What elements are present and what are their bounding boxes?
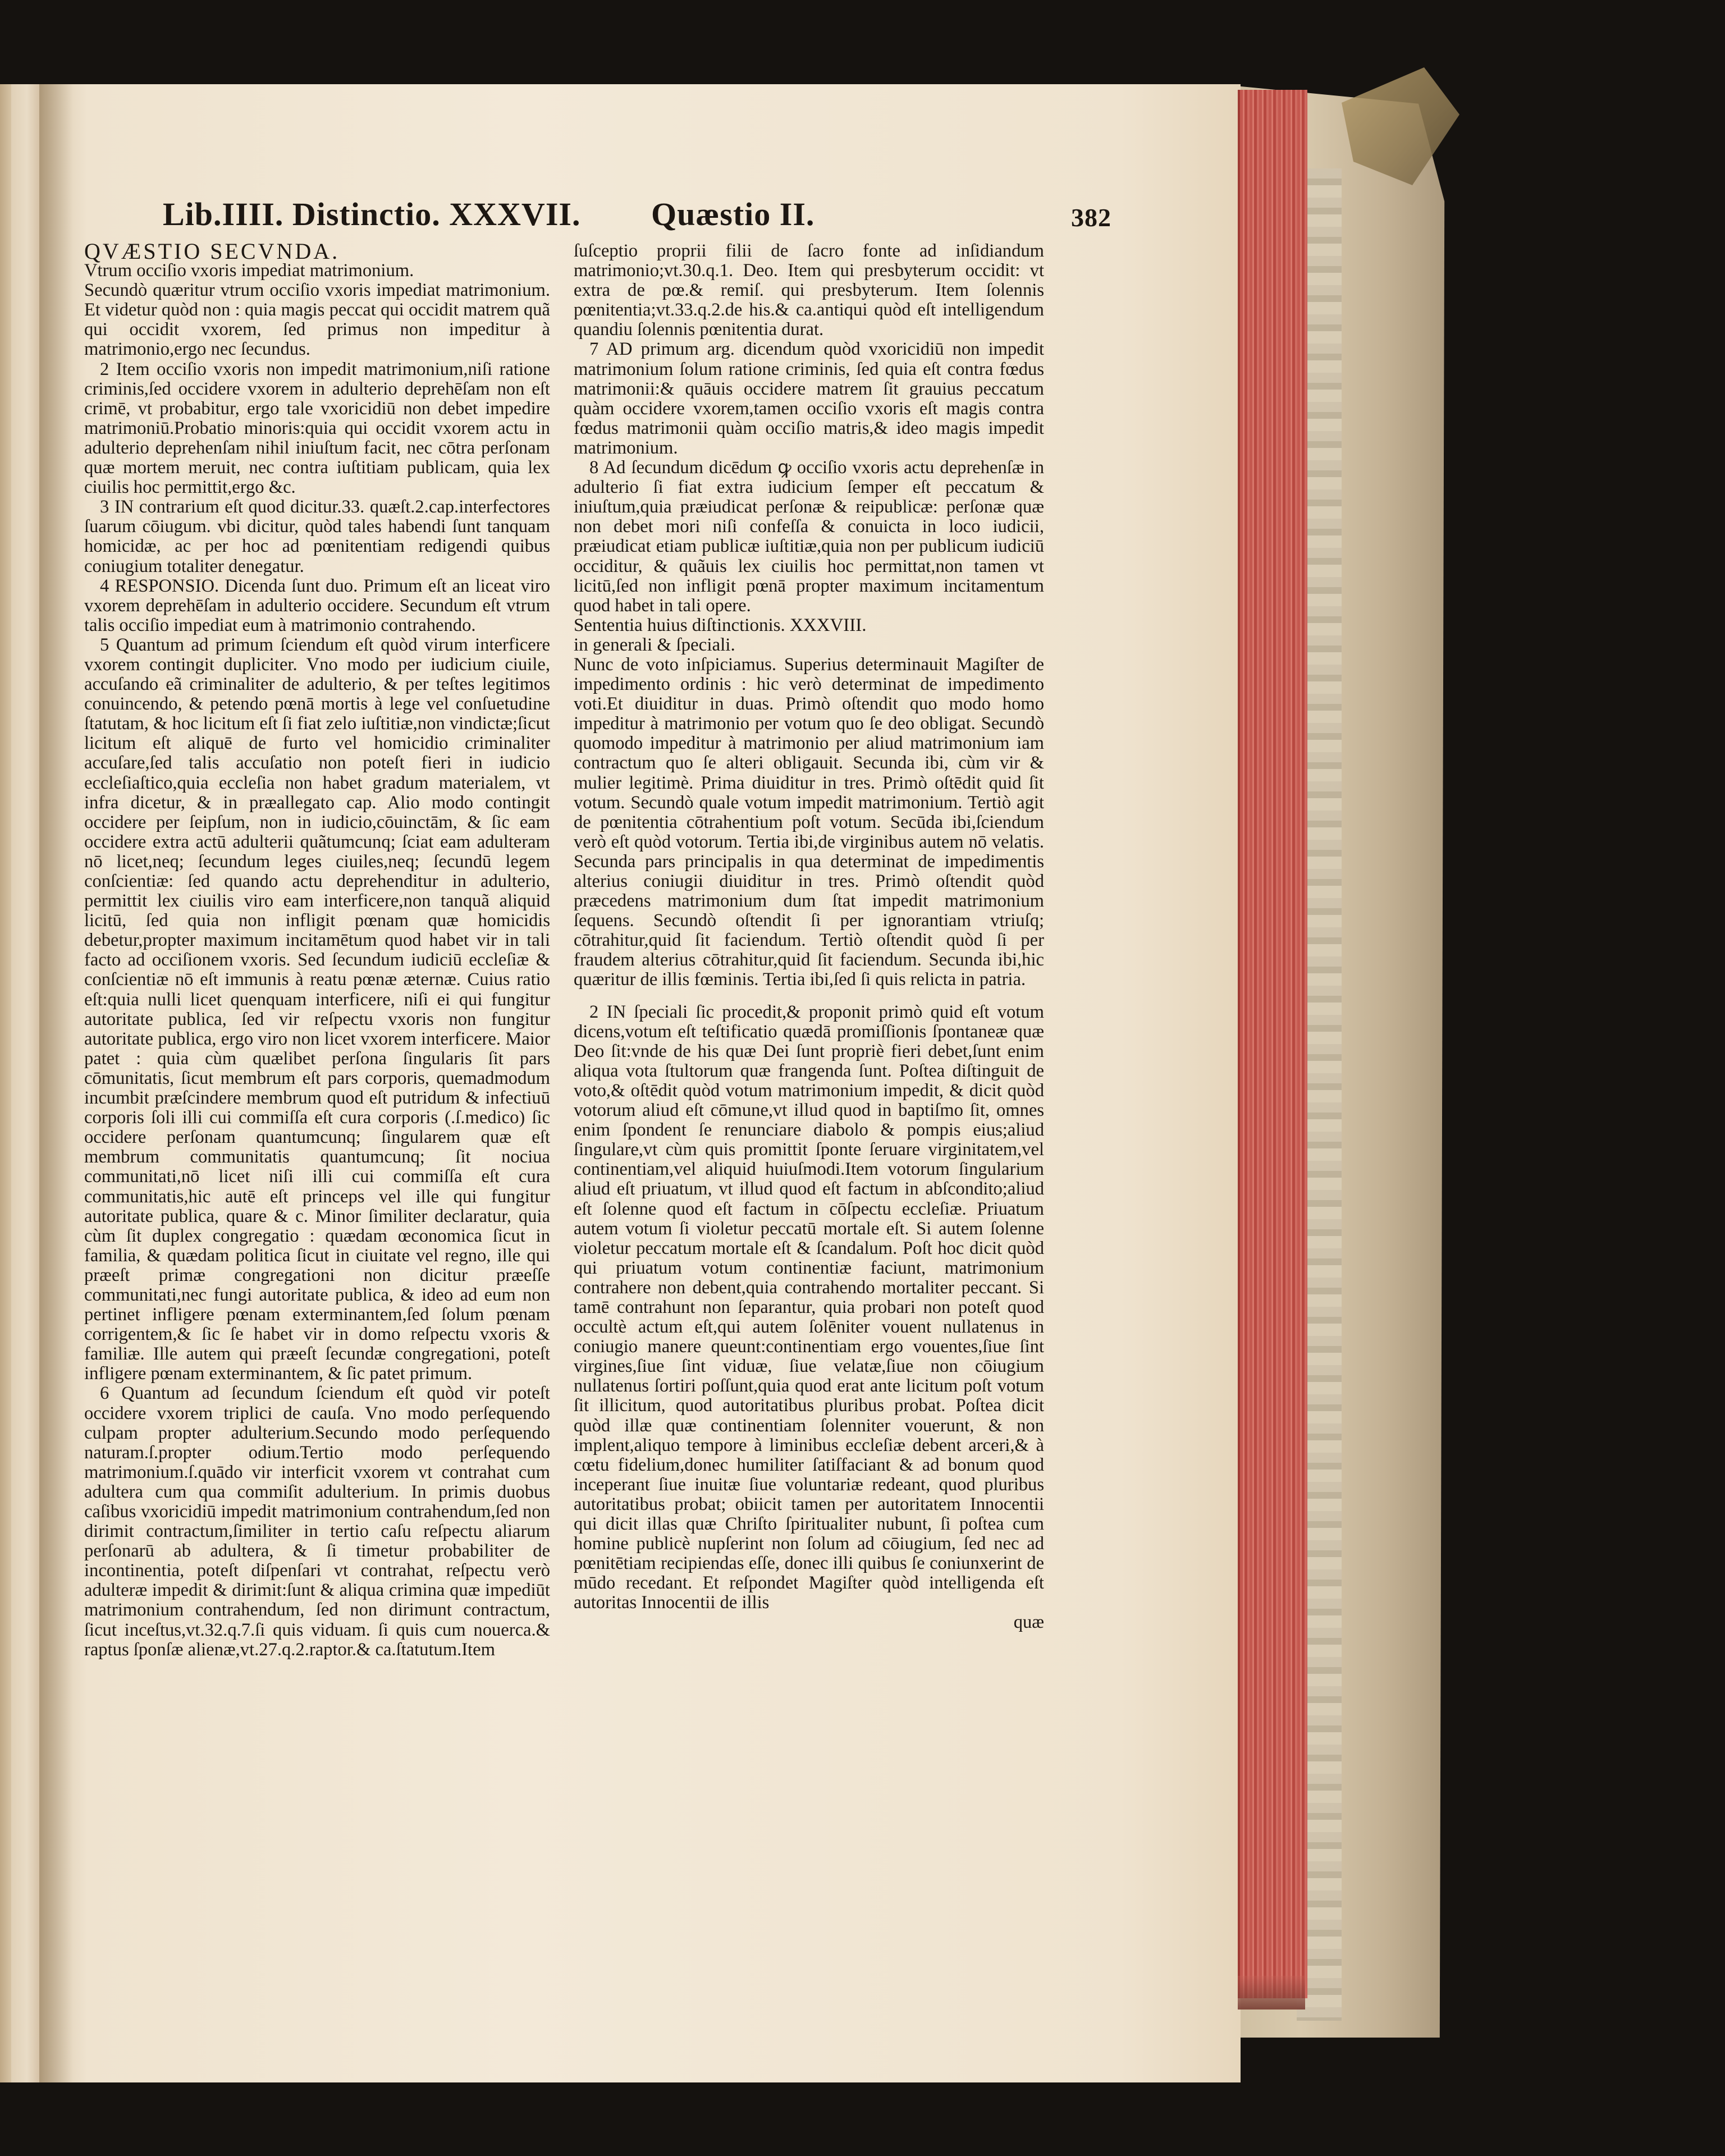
right-column (574, 241, 1044, 1633)
spacer (574, 990, 1044, 1003)
red-edge-shadow (1238, 1976, 1305, 2009)
paragraph-7: 7 AD primum arg. dicendum quòd vxoricidiū non impedit matrimonium ſolum ratione criminis, ſed quia eſt contra fœdus matrimonii:& quāuis occidere matrem ſit grauius peccatum quàm occidere vxorem,tamen occiſio vxoris eſt magis contra fœdus matrimonii quàm occiſio matris,& ideo magis impedit matrimonium. (574, 339, 1044, 458)
paragraph-3: 3 IN contrarium eſt quod dicitur.33. quæſt.2.cap.interfectores ſuarum cōiugum. vbi dicitur, quòd tales habendi ſunt tanquam homicidæ, ac per hoc ad pœnitentiam redigendi quibus coniugium totaliter denegatur. (84, 497, 550, 576)
paragraph-nunc: Nunc de voto inſpiciamus. Superius determinauit Magiſter de impedimento ordinis : hic verò determinat de impedimento voti.Et diuiditur in duas. Primò oſtendit quo modo homo impeditur à matrimonio per votum quo ſe deo obligat. Secundò quomodo impeditur à matrimonio per aliud matrimonium iam contractum quo ſe alteri obligauit. Secunda ibi, cùm vir & mulier legitimè. Prima diuiditur in tres. Primò oſtēdit quid ſit votum. Secundò quale votum impedit matrimonium. Tertiò agit de pœnitentia cōtrahentium poſt votum. Secūda ibi,ſciendum verò eſt quòd votorum. Tertia ibi,de virginibus autem nō velatis. Secunda pars principalis in qua determinat de impedimentis alterius coniugii diuiditur in tres. Primò oſtendit quòd præcedens matrimonium dum ſtat impedit matrimonium ſequens. Secundò oſtendit ſi per ignorantiam vtriuſq; cōtrahitur,quid ſit faciendum. Tertiò oſtendit quòd ſi per fraudem alterius cōtrahitur,quid ſit faciendum. Secunda ibi,hic quæritur de illis fœminis. Tertia ibi,ſed ſi quis relicta in patria. (574, 654, 1044, 990)
gutter-shadow (39, 84, 73, 2082)
section-subtitle: in generali & ſpeciali. (574, 634, 735, 655)
paragraph-2: 2 Item occiſio vxoris non impedit matrimonium,niſi ratione criminis,ſed occidere vxorem in adulterio deprehēſam non eſt crimē, vt probabitur, ergo tale vxoricidiū non debet impedire matrimoniū.Probatio minoris:quia qui occidit vxorem actu in adulterio deprehenſam nihil iniuſtum facit, nec cōtra perſonam quæ mortem meruit, nec contra iuſtitiam publicam, quia lex ciuilis hoc permittit,ergo &c. (84, 359, 550, 498)
question-text: Vtrum occiſio vxoris impediat matrimonium. (84, 260, 414, 281)
catchword: quæ (1013, 1612, 1044, 1633)
paragraph-1: Secundò quæritur vtrum occiſio vxoris impediat matrimonium. Et videtur quòd non : quia magis peccat qui occidit matrem quã qui occidit vxorem, ſed primus non impeditur à matrimonio,ergo nec ſecundus. (84, 280, 550, 360)
paragraph-speciali: 2 IN ſpeciali ſic procedit,& proponit primò quid eſt votum dicens,votum eſt teſtificatio quædā promiſſionis ſpontaneæ quæ Deo ſit:vnde de his quæ Dei ſunt propriè fieri debet,ſunt enim aliqua vota ſtultorum quæ frangenda ſunt. Poſtea diſtinguit de voto,& oſtēdit quòd votum matrimonium impedit, & dicit quòd votorum aliud eſt cōmune,vt illud quod in baptiſmo ſit, omnes enim ſpondent ſe renunciare diabolo & pompis eius;aliud ſingulare,vt cùm quis promittit ſponte ſeruare virginitatem,vel continentiam,vel aliquid huiuſmodi.Item votorum ſingularium aliud eſt priuatum, vt illud quod eſt factum in abſcondito;aliud eſt ſolenne quod eſt factum in cōſpectu eccleſiæ. Priuatum autem votum ſi violetur peccatū mortale eſt. Si autem ſolenne violetur peccatum mortale eſt & ſcandalum. Poſt hoc dicit quòd qui priuatum votum continentiæ faciunt, matrimonium contrahere non debent,quia contrahendo mortaliter peccant. Si tamē contrahunt non ſeparantur, quia probari non poteſt quod occultè actum eſt,qui autem ſolēniter vouent nullatenus in coniugio manere queunt:continentiam ergo vouentes,ſiue ſint virgines,ſiue ſint viduæ, ſiue velatæ,ſiue non cōiugium nullatenus ſortiri poſſunt,quia quod erat ante licitum poſt votum ſit illicitum, quod autoritatibus pluribus probat. Poſtea dicit quòd illæ quæ continentiam ſolenniter vouerunt, & non implent,aliquo tempore à liminibus eccleſiæ debent arceri,& à cœtu fidelium,donec humiliter ſatiſfaciant & ad bonum quod inceperant ſiue inuitæ ſiue voluntariæ redeant, quod pluribus autoritatibus probat; obiicit tamen per autoritatem Innocentii qui dicit illas quæ Chriſto ſpiritualiter nubunt, ſi poſtea cum homine publicè nupſerint non ſolum ad cōiugium, ſed nec ad pœnitētiam recipiendas eſſe, donec illi quibus ſe coniunxerint de mūdo recedant. Et reſpondet Magiſter quòd intelligenda eſt autoritas Innocentii de illis (574, 1001, 1044, 1613)
left-column (84, 241, 550, 1660)
paragraph-continued: ſuſceptio proprii filii de ſacro fonte ad inſidiandum matrimonio;vt.30.q.1. Deo. Item qui presbyterum occidit: vt extra de pœ.& remiſ. qui presbyterum. Item ſolennis pœnitentia;vt.33.q.2.de his.& ca.antiqui quòd eſt intelligendum quandiu ſolennis pœnitentia durat. (574, 241, 1044, 340)
running-header (163, 196, 1111, 241)
paragraph-5: 5 Quantum ad primum ſciendum eſt quòd virum interficere vxorem contingit dupliciter. Vno modo per iudicium ciuile, accuſando eã criminaliter de adulterio, & per teſtes legitimos conuincendo, & petendo pœnā mortis à lege vel conſuetudine ſtatutam, & hoc licitum eſt ſi fiat zelo iuſtitiæ,non vindictæ;ſicut licitum eſt aliquē de furto vel homicidio criminaliter accuſare,ſed talis accuſatio non poteſt fieri in iudicio eccleſiaſtico,quia eccleſia non habet gradum materialem, vt infra dicetur, & in præallegato cap. Alio modo contingit occidere per ſeipſum, non in iudicio,cōuinctām, & ſic eam occidere extra actū adulterii quãtumcunq; ſciat eam adulteram nō licet,neq; ſecundum leges ciuiles,neq; ſecundū legem conſcientiæ: ſed quando actu deprehenditur in adulterio, permittit lex ciuilis viro eam interficere,non tanquã aliquid licitū, ſed quia non infligit pœnam quæ homicidis debetur,propter maximum incitamētum quod habet vir in tali facto ad occiſionem vxoris. Sed ſecundum iudiciū eccleſiæ & conſcientiæ nō eſt immunis à reatu pœnæ æternæ. Cuius ratio eſt:quia nulli licet quenquam interficere, niſi ei qui fungitur autoritate publica, ſed vir reſpectu vxoris non fungitur autoritate publica, ergo viro non licet vxorem interficere. Maior patet : quia cùm quælibet perſona ſingularis ſit pars cōmunitatis, ſicut membrum eſt pars corporis, quemadmodum incumbit præſcindere membrum quod eſt putridum & infectiuū corporis ſoli illi cui commiſſa eſt cura corporis (.ſ.medico) ſic occidere perſonam quantumcunq; ſingularem quæ eſt membrum communitatis quantumcunq; ſit nociua communitati,nō licet niſi illi cui commiſſa eſt cura communitatis,hic autē eſt princeps vel ille qui fungitur autoritate publica, quare & c. Minor ſimiliter declaratur, quia cùm ſit duplex congregatio : quædam œconomica ſicut in familia, & quædam politica ſicut in ciuitate vel regno, ille qui præeſt primæ congregationi non dicitur præeſſe communitati,nec fungi autoritate publica, & ideo ad eum non pertinet infligere pœnam exterminantem,ſed ſolum pœnam corrigentem,& ſic ſe habet vir in domo reſpectu vxoris & familiæ. Ille autem qui præeſt ſecundæ congregationi, poteſt infligere pœnam exterminantem, & ſic patet primum. (84, 634, 550, 1384)
paragraph-8: 8 Ad ſecundum dicēdum ꝙ occiſio vxoris actu deprehenſæ in adulterio ſi fiat extra iudicium ſemper eſt peccatum & iniuſtum,quia præiudicat perſonæ & reipublicæ: perſonæ quæ non debet mori niſi confeſſa & conuicta in loco iudicii, præiudicat etiam publicæ iuſtitiæ,quia non per publicum iudiciū occiditur, & quãuis lex ciuilis hoc permittat,non tamen vt licitū,ſed non infligit pœnā propter maximum incitamentum quod habet in tali opere. (574, 457, 1044, 616)
red-page-edges (1238, 90, 1307, 1998)
paragraph-4: 4 RESPONSIO. Dicenda ſunt duo. Primum eſt an liceat viro vxorem deprehēſam in adulterio occidere. Secundum eſt vtrum talis occiſio impediat eum à matrimonio contrahendo. (84, 575, 550, 635)
page-number: 382 (1071, 203, 1111, 232)
page-text (84, 196, 1218, 1880)
section-title: Sententia huius diſtinctionis. XXXVIII. (574, 615, 867, 635)
paragraph-6: 6 Quantum ad ſecundum ſciendum eſt quòd vir poteſt occidere vxorem triplici de cauſa. Vno modo perſequendo culpam propter adulterium.Secundo modo perſequendo naturam.ſ.propter odium.Tertio modo perſequendo matrimonium.ſ.quādo vir interficit vxorem vt contrahat cum adultera cum qua commiſit adulterium. In primis duobus caſibus vxoricidiū impedit matrimonium contrahendum,ſed non dirimit contractum,ſimiliter in tertio caſu reſpectu aliarum perſonarū ab adultera, & ſi timetur probabiliter de incontinentia, poteſt diſpenſari vt contrahat, reſpectu verò adulteræ impedit & dirimit:ſunt & aliqua crimina quæ impediūt matrimonium contrahendum, ſed non dirimunt contractum, ſicut inceſtus,vt.32.q.7.ſi quis viduam. ſi quis cum nouerca.& raptus ſponſæ alienæ,vt.27.q.2.raptor.& ca.ſtatutum.Item (84, 1383, 550, 1660)
left-page-shadow (0, 84, 11, 2082)
header-question: Quæstio II. (651, 196, 815, 232)
header-book-distinction: Lib.IIII. Distinctio. XXXVII. (163, 196, 581, 232)
question-title: QVÆSTIO SECVNDA. (84, 239, 340, 264)
